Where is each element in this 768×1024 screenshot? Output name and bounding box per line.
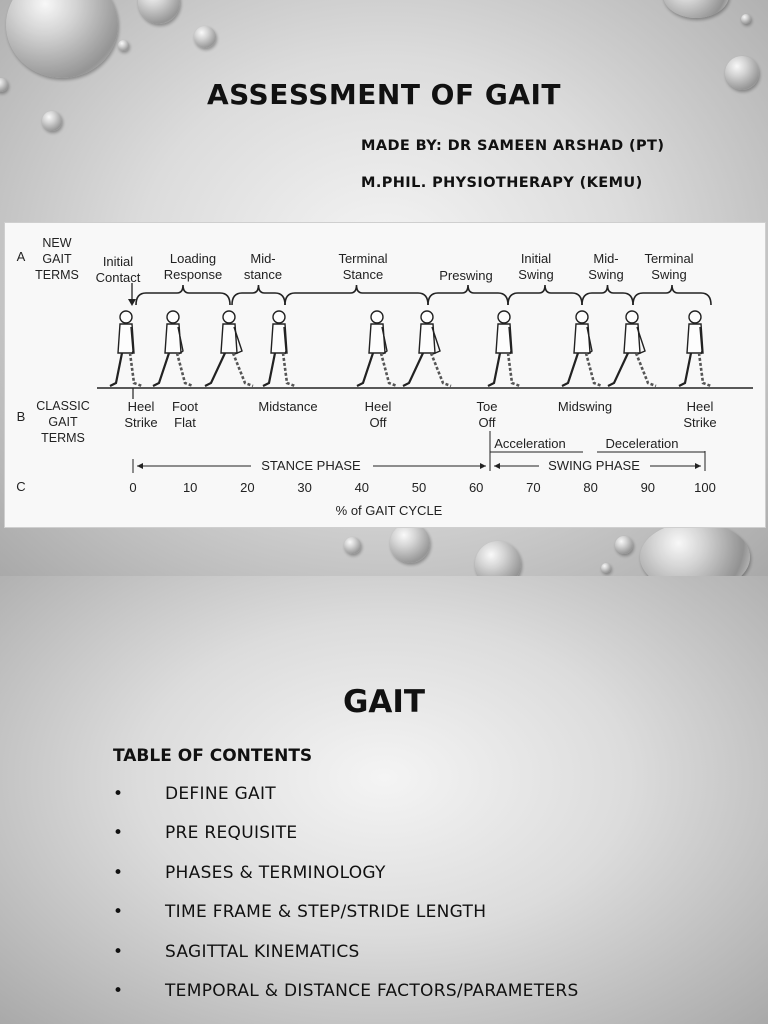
walker-leg-striped bbox=[233, 353, 253, 386]
slide-title: GAIT bbox=[342, 684, 426, 720]
walker-head bbox=[576, 311, 588, 323]
classic-term-label: Heel bbox=[686, 399, 714, 414]
toc-item-text: DEFINE GAIT bbox=[165, 784, 276, 804]
row-b-label: GAIT bbox=[48, 415, 78, 429]
walker-leg bbox=[263, 353, 275, 386]
water-drop-decoration bbox=[663, 0, 729, 18]
percent-tick-label: 20 bbox=[240, 480, 255, 495]
row-letter-b: B bbox=[16, 409, 26, 424]
classic-term-label: Off bbox=[478, 415, 496, 430]
water-drop-decoration bbox=[601, 563, 611, 573]
arrowhead bbox=[128, 299, 136, 306]
walker-leg bbox=[357, 353, 373, 386]
water-drop-decoration bbox=[118, 40, 129, 51]
water-drop-decoration bbox=[138, 0, 180, 24]
stance-phase-label: STANCE PHASE bbox=[261, 458, 361, 473]
new-term-label: Response bbox=[163, 267, 223, 282]
row-b-label: TERMS bbox=[41, 431, 85, 445]
phase-bracket bbox=[136, 285, 230, 305]
classic-term-label: Off bbox=[369, 415, 387, 430]
new-term-label: Stance bbox=[342, 267, 384, 282]
percent-tick-label: 30 bbox=[297, 480, 312, 495]
gait-cycle-diagram bbox=[5, 223, 765, 527]
slide-title: ASSESSMENT OF GAIT bbox=[206, 78, 562, 111]
percent-tick-label: 60 bbox=[468, 480, 484, 495]
phase-bracket bbox=[508, 285, 582, 305]
bullet: • bbox=[113, 823, 124, 844]
new-term-label: Preswing bbox=[439, 268, 493, 283]
walker-leg-striped bbox=[586, 353, 602, 386]
row-b-label: CLASSIC bbox=[36, 399, 90, 413]
walker-leg-striped bbox=[636, 353, 656, 386]
arrowhead bbox=[494, 463, 500, 469]
arrowhead bbox=[137, 463, 143, 469]
author-line: MADE BY: DR SAMEEN ARSHAD (PT) bbox=[361, 138, 665, 154]
walker-leg-striped bbox=[381, 353, 397, 386]
walker-leg bbox=[205, 353, 225, 386]
gait-cycle-figure bbox=[4, 222, 766, 528]
walker-leg bbox=[488, 353, 500, 386]
classic-term-label: Flat bbox=[174, 415, 196, 430]
new-term-label: Terminal bbox=[644, 251, 694, 266]
classic-term-label: Strike bbox=[124, 415, 158, 430]
row-letter-c: C bbox=[16, 479, 26, 494]
bullet: • bbox=[113, 902, 124, 923]
toc-item-text: TIME FRAME & STEP/STRIDE LENGTH bbox=[165, 902, 487, 923]
percent-tick-label: 0 bbox=[129, 480, 137, 495]
new-term-label: Mid- bbox=[250, 251, 276, 266]
row-a-label: GAIT bbox=[42, 252, 72, 266]
walker-leg bbox=[562, 353, 578, 386]
toc-item-text: PHASES & TERMINOLOGY bbox=[165, 862, 386, 883]
classic-term-label: Toe bbox=[476, 399, 498, 414]
phase-bracket bbox=[232, 285, 285, 305]
water-drop-decoration bbox=[741, 14, 751, 24]
walker-head bbox=[421, 311, 433, 323]
bullet: • bbox=[113, 941, 124, 962]
classic-term-label: Heel bbox=[364, 399, 392, 414]
percent-tick-label: 90 bbox=[640, 480, 656, 495]
new-term-label: Swing bbox=[651, 267, 687, 282]
percent-tick-label: 100 bbox=[694, 480, 716, 495]
walker-head bbox=[498, 311, 510, 323]
arrowhead bbox=[480, 463, 486, 469]
bullet: • bbox=[113, 980, 124, 1001]
walker-leg-striped bbox=[508, 353, 520, 386]
classic-term-label: Midswing bbox=[557, 399, 613, 414]
walker-leg-striped bbox=[177, 353, 193, 386]
walker-leg-striped bbox=[130, 353, 142, 386]
water-drop-decoration bbox=[344, 537, 361, 554]
new-term-label: Initial bbox=[102, 254, 134, 269]
water-drop-decoration bbox=[475, 541, 521, 576]
walker-leg-striped bbox=[283, 353, 295, 386]
row-letter-a: A bbox=[16, 249, 26, 264]
percent-tick-label: 10 bbox=[182, 480, 198, 495]
percent-tick-label: 80 bbox=[583, 480, 598, 495]
degree-line: M.PHIL. PHYSIOTHERAPY (KEMU) bbox=[361, 175, 643, 191]
walker-leg-striped bbox=[431, 353, 451, 386]
new-term-label: Terminal bbox=[338, 251, 388, 266]
row-a-label: NEW bbox=[42, 236, 72, 250]
phase-bracket bbox=[428, 285, 508, 305]
new-term-label: Swing bbox=[588, 267, 624, 282]
walker-head bbox=[626, 311, 638, 323]
walker-head bbox=[120, 311, 132, 323]
phase-bracket bbox=[582, 285, 633, 305]
phase-bracket bbox=[285, 285, 428, 305]
row-a-label: TERMS bbox=[35, 268, 79, 282]
swing-phase-label: SWING PHASE bbox=[548, 458, 640, 473]
slide-gait-contents bbox=[0, 576, 768, 1024]
water-drop-decoration bbox=[615, 536, 633, 554]
walker-leg bbox=[608, 353, 628, 386]
percent-tick-label: 40 bbox=[354, 480, 370, 495]
percent-tick-label: 50 bbox=[411, 480, 427, 495]
new-term-label: Contact bbox=[95, 270, 141, 285]
walker-leg bbox=[110, 353, 122, 386]
new-term-label: Initial bbox=[520, 251, 552, 266]
axis-caption: % of GAIT CYCLE bbox=[335, 503, 443, 518]
bullet: • bbox=[113, 784, 124, 804]
arrowhead bbox=[695, 463, 701, 469]
classic-term-label: Strike bbox=[683, 415, 717, 430]
walker-head bbox=[167, 311, 179, 323]
walker-head bbox=[273, 311, 285, 323]
walker-head bbox=[371, 311, 383, 323]
toc-item-text: TEMPORAL & DISTANCE FACTORS/PARAMETERS bbox=[165, 980, 579, 1001]
new-term-label: Swing bbox=[518, 267, 554, 282]
water-drop-decoration bbox=[42, 111, 62, 131]
walker-leg-striped bbox=[699, 353, 711, 386]
percent-tick-label: 70 bbox=[526, 480, 541, 495]
toc-item-text: SAGITTAL KINEMATICS bbox=[165, 941, 360, 962]
new-term-label: Mid- bbox=[593, 251, 619, 266]
walker-leg bbox=[153, 353, 169, 386]
toc-heading: TABLE OF CONTENTS bbox=[113, 746, 313, 766]
classic-term-label: Midstance bbox=[258, 399, 318, 414]
walker-head bbox=[223, 311, 235, 323]
water-drop-decoration bbox=[390, 523, 430, 563]
water-drop-decoration bbox=[640, 522, 750, 576]
walker-leg bbox=[679, 353, 691, 386]
phase-bracket bbox=[633, 285, 711, 305]
water-drop-decoration bbox=[194, 26, 216, 48]
walker-head bbox=[689, 311, 701, 323]
acceleration-label: Acceleration bbox=[494, 436, 566, 451]
classic-term-label: Foot bbox=[171, 399, 199, 414]
water-drop-decoration bbox=[6, 0, 118, 78]
toc-item-text: PRE REQUISITE bbox=[165, 823, 298, 844]
classic-term-label: Heel bbox=[127, 399, 155, 414]
deceleration-label: Deceleration bbox=[605, 436, 679, 451]
new-term-label: Loading bbox=[169, 251, 217, 266]
bullet: • bbox=[113, 862, 124, 883]
walker-leg bbox=[403, 353, 423, 386]
new-term-label: stance bbox=[243, 267, 283, 282]
